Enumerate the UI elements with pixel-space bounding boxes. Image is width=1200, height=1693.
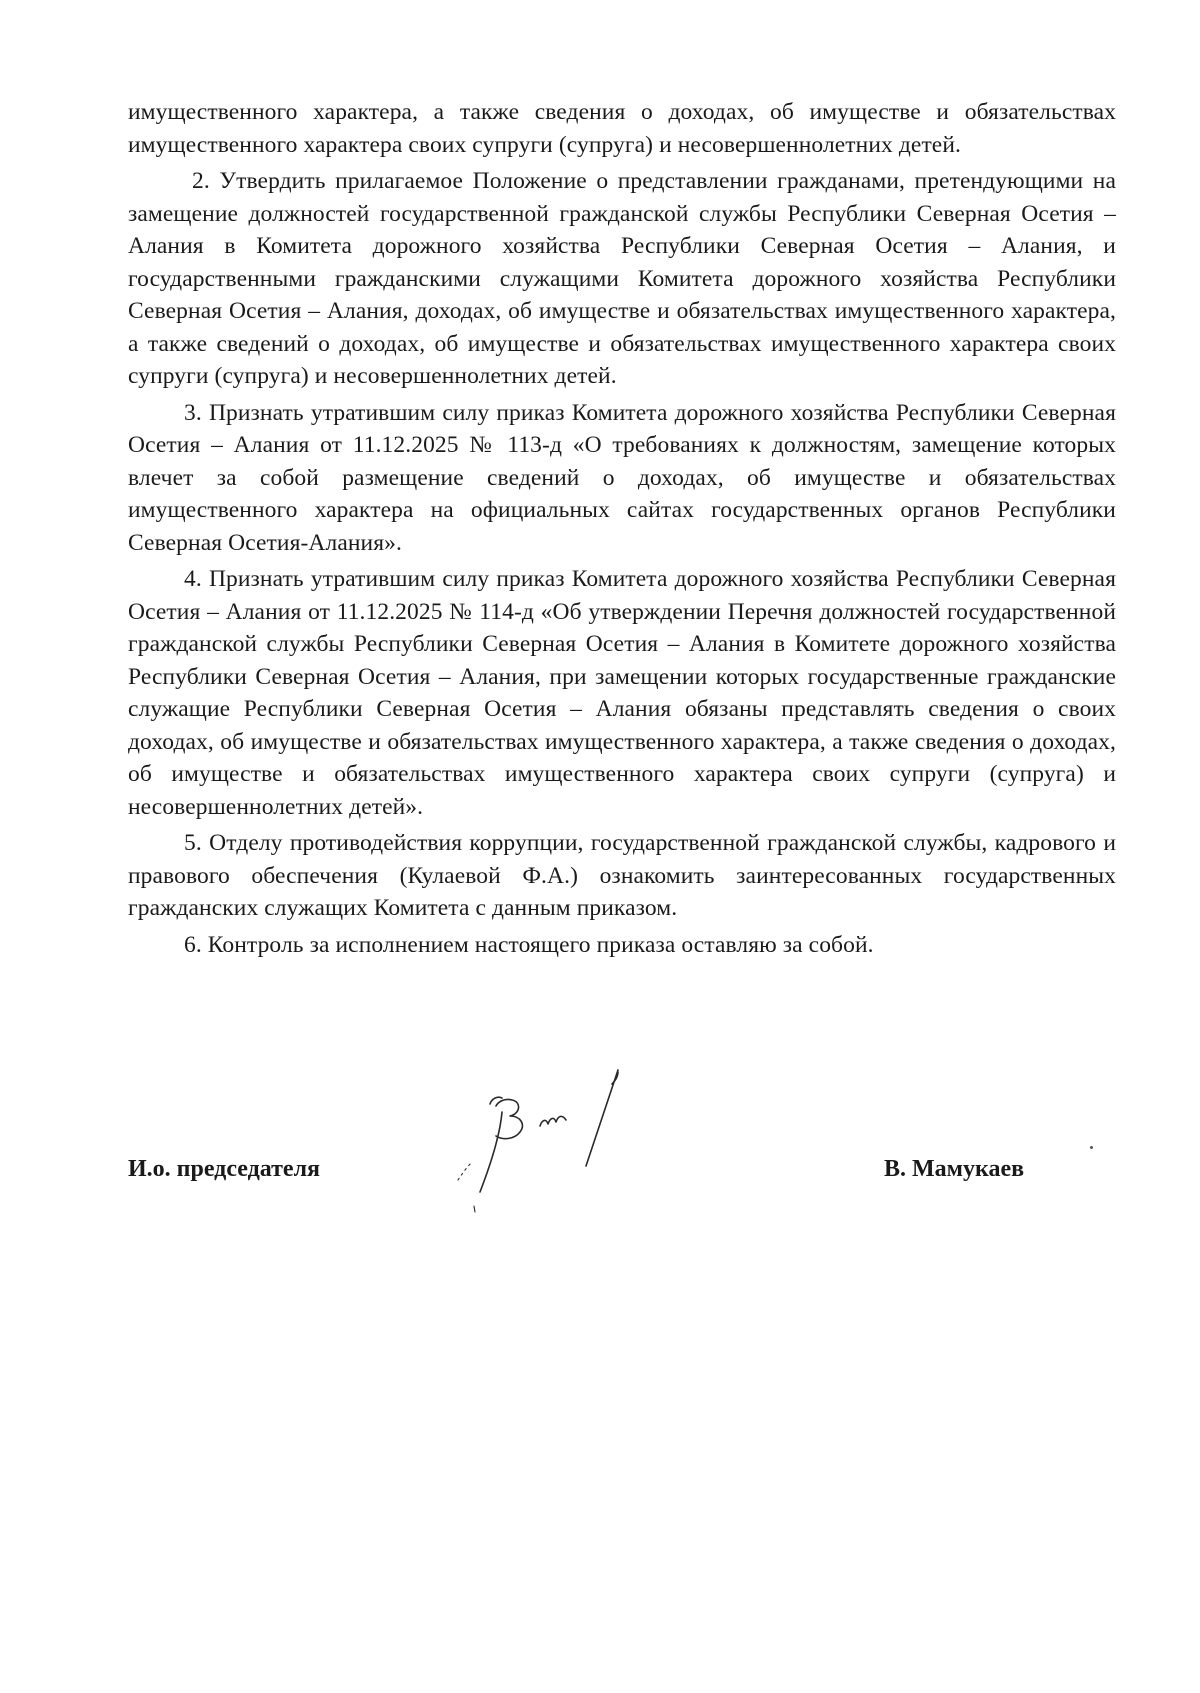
scan-speck — [1090, 1146, 1093, 1149]
paragraph-item-2: 2. Утвердить прилагаемое Положение о представлении гражданами, претендующими на замещение должностей государственной гражданской службы Республики Северная Осетия – Алания в Комитета дорожного хозяйства Республики Северная Осетия – Алания, и государственными гражданскими служащими Комитета дорожного хозяйства Республики Северная Осетия – Алания, доходах, об имуществе и обязательствах имущественного характера, а также сведений о доходах, об имуществе и обязательствах имущественного характера своих супруги (супруга) и несовершеннолетних детей. — [128, 168, 1116, 389]
paragraph-item-6: 6. Контроль за исполнением настоящего приказа оставляю за собой. — [184, 931, 874, 958]
paragraph-item-3: 3. Признать утратившим силу приказ Комитета дорожного хозяйства Республики Северная Осетия – Алания от 11.12.2025 № 113-д «О требованиях к должностям, замещение которых влечет за собой размещение сведений о доходах, об имуществе и обязательствах имущественного характера на официальных сайтах государственных органов Республики Северная Осетия-Алания». — [128, 399, 1116, 556]
signatory-title: И.о. председателя — [128, 1156, 321, 1182]
signatory-name: В. Мамукаев — [884, 1156, 1025, 1182]
handwritten-signature — [428, 1056, 668, 1216]
paragraph-continuation: имущественного характера, а также сведения о доходах, об имуществе и обязательствах имущественного характера своих супруги (супруга) и несовершеннолетних детей. — [128, 99, 1116, 158]
paragraph-item-5: 5. Отделу противодействия коррупции, государственной гражданской службы, кадрового и правового обеспечения (Кулаевой Ф.А.) ознакомить заинтересованных государственных гражданских служащих Комитета с данным приказом. — [128, 830, 1116, 921]
paragraph-item-4: 4. Признать утратившим силу приказ Комитета дорожного хозяйства Республики Северная Осетия – Алания от 11.12.2025 № 114-д «Об утверждении Перечня должностей государственной гражданской службы Республики Северная Осетия – Алания в Комитете дорожного хозяйства Республики Северная Осетия – Алания, при замещении которых государственные гражданские служащие Республики Северная Осетия – Алания обязаны представлять сведения о своих доходах, об имуществе и обязательствах имущественного характера, а также сведения о доходах, об имуществе и обязательствах имущественного характера своих супруги (супруга) и несовершеннолетних детей». — [128, 566, 1116, 820]
signature-block — [128, 1136, 1116, 1256]
document-body — [128, 96, 1116, 961]
